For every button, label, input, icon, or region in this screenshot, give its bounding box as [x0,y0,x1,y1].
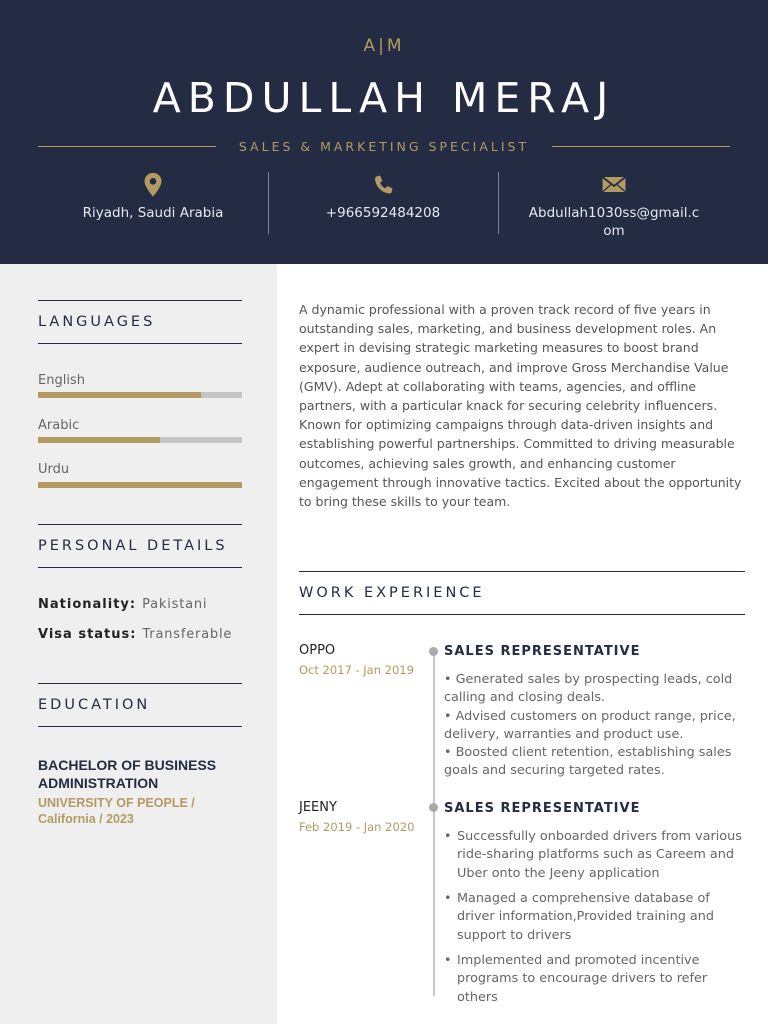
map-pin-icon [38,172,268,198]
language-bar-english [38,392,242,398]
bullet-mark: • [444,953,452,968]
timeline-dot [429,803,438,812]
language-bar-arabic [38,437,242,443]
visa-value: Transferable [142,627,233,642]
job-role: SALES REPRESENTATIVE [444,644,641,659]
visa-row [38,627,232,642]
job-bullet: • Boosted client retention, establishing sales goals and securing targeted rates. [444,745,732,779]
bullet-mark: • [444,829,452,844]
job-dates: Feb 2019 - Jan 2020 [299,820,415,834]
education-heading: EDUCATION [38,683,242,727]
envelope-icon [498,172,730,198]
bullet-mark: • [444,891,452,906]
email-text[interactable] [498,204,730,240]
job-bullet-text: Successfully onboarded drivers from various ride-sharing platforms such as Careem and Uber onto the Jeeny application [457,829,742,881]
language-label-english: English [38,373,85,388]
nationality-key: Nationality: [38,597,137,612]
job-title: SALES & MARKETING SPECIALIST [238,139,530,154]
job-bullets [444,671,744,781]
job-bullet [444,952,744,1007]
contact-phone [268,172,498,236]
language-bar-fill [38,482,242,488]
phone-text: +966592484208 [325,205,441,221]
language-label-urdu: Urdu [38,462,70,477]
timeline-line [433,652,435,996]
job-bullet [444,828,744,883]
location-text: Riyadh, Saudi Arabia [82,205,224,221]
personal-details-heading: PERSONAL DETAILS [38,524,242,568]
job-company: JEENY [299,800,337,815]
language-label-arabic: Arabic [38,418,80,433]
timeline-dot [429,647,438,656]
profile-summary: A dynamic professional with a proven track record of five years in outstanding sales, marketing, and business development roles. An expert in devising strategic marketing measures to boost brand exposure, audience outreach, and improve Gross Merchandise Value (GMV). Adept at collaborating with teams, agencies, and offline partners, with a particular knack for securing celebrity influencers. Known for optimizing campaigns through data-driven insights and establishing powerful partnerships. Committed to driving measurable outcomes, achieving sales growth, and enhancing customer engagement through innovative tactics. Excited about the opportunity to bring these skills to your team. [299,302,742,510]
phone-icon [268,172,498,198]
language-bar-urdu [38,482,242,488]
job-role: SALES REPRESENTATIVE [444,801,641,816]
job-bullet: • Advised customers on product range, price, delivery, warranties and product use. [444,708,736,742]
degree-title: BACHELOR OF BUSINESS ADMINISTRATION [38,757,217,791]
university-info: UNIVERSITY OF PEOPLE / California / 2023 [38,796,195,826]
job-dates: Oct 2017 - Jan 2019 [299,663,414,677]
nationality-value: Pakistani [142,597,208,612]
email-line-1: Abdullah1030ss@gmail.c [528,205,700,221]
language-bar-fill [38,437,160,443]
job-company: OPPO [299,643,336,658]
contact-email [498,172,730,239]
job-bullet-text: Managed a comprehensive database of driver information,Provided training and support to drivers [457,891,714,943]
work-experience-heading: WORK EXPERIENCE [299,571,745,615]
contact-location [38,172,268,236]
email-line-2: om [603,223,625,239]
languages-heading: LANGUAGES [38,300,242,344]
job-bullet [444,890,744,945]
candidate-name: ABDULLAH MERAJ [152,74,616,122]
language-bar-fill [38,392,201,398]
resume-header [0,0,768,264]
job-bullet-text: Implemented and promoted incentive programs to encourage drivers to refer others [457,953,708,1005]
nationality-row [38,597,207,612]
monogram: A|M [363,36,405,56]
job-bullet: • Generated sales by prospecting leads, cold calling and closing deals. [444,672,733,706]
header-divider-right [552,146,730,147]
visa-key: Visa status: [38,627,137,642]
